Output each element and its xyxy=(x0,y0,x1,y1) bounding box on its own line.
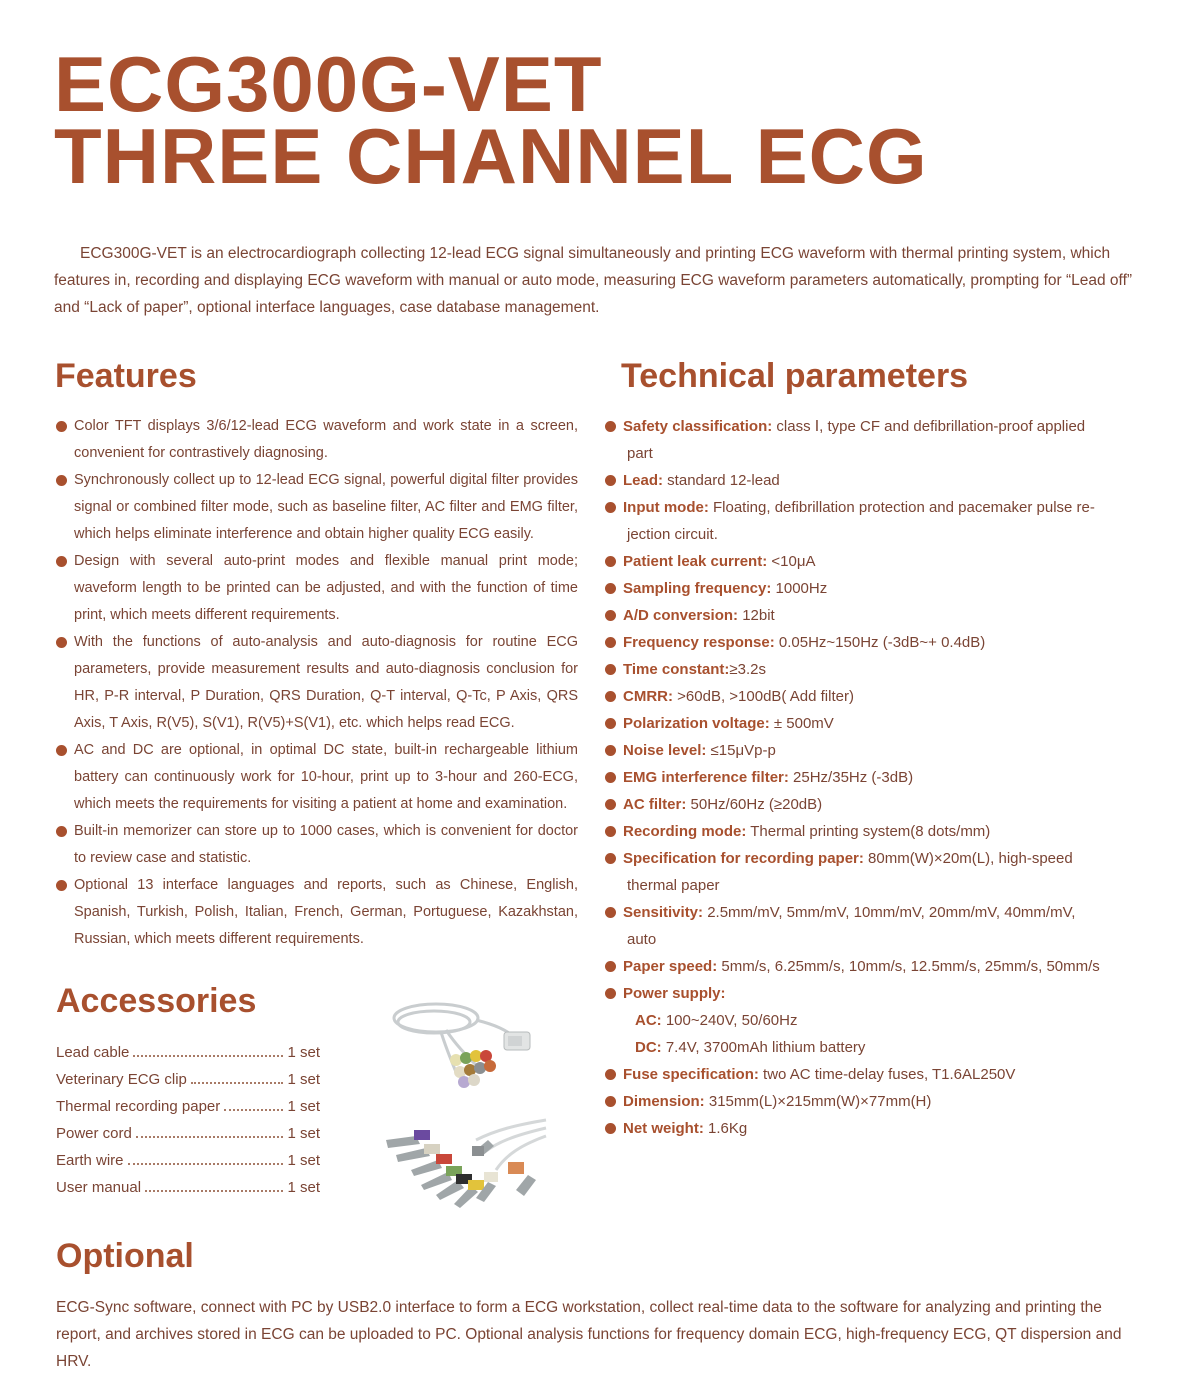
tech-heading: Technical parameters xyxy=(621,357,969,395)
dot-leader xyxy=(136,1136,284,1138)
bullet-icon xyxy=(605,1096,616,1107)
bullet-icon xyxy=(605,664,616,675)
accessory-item: Thermal recording paper 1 set xyxy=(56,1098,320,1115)
feature-item: Optional 13 interface languages and reports, such as Chinese, English, Spanish, Turkish, Polish, Italian, French, German, Portuguese, Kazakhstan, Russian, which meets different requirements. xyxy=(56,872,578,953)
accessory-item: Earth wire 1 set xyxy=(56,1152,320,1169)
features-heading: Features xyxy=(55,357,197,395)
tech-param-item: Net weight: 1.6Kg xyxy=(605,1115,1135,1142)
tech-param-item: Frequency response: 0.05Hz~150Hz (-3dB~+ 0.4dB) xyxy=(605,629,1135,656)
dot-leader xyxy=(128,1163,284,1165)
tech-param-item: Power supply: xyxy=(605,980,1135,1007)
bullet-icon xyxy=(605,691,616,702)
bullet-icon xyxy=(605,421,616,432)
dot-leader xyxy=(145,1190,283,1192)
bullet-icon xyxy=(605,610,616,621)
power-dc-item: DC: 7.4V, 3700mAh lithium battery xyxy=(635,1039,866,1056)
tech-param-item: Safety classification: class Ⅰ, type CF and defibrillation-proof applied part xyxy=(605,413,1135,467)
tech-params-list xyxy=(605,413,1135,1142)
bullet-icon xyxy=(605,988,616,999)
feature-item: Design with several auto-print modes and flexible manual print mode; waveform length to be printed can be adjusted, and with the function of time print, which meets different requirements. xyxy=(56,548,578,629)
dot-leader xyxy=(191,1082,284,1084)
bullet-icon xyxy=(605,745,616,756)
lead-cable-image xyxy=(386,990,536,1090)
feature-item: With the functions of auto-analysis and auto-diagnosis for routine ECG parameters, provide measurement results and auto-diagnosis conclusion for HR, P-R interval, P Duration, QRS Duration, Q-T interval, Q-Tc, P Axis, QRS Axis, T Axis, R(V5), S(V1), R(V5)+S(V1), etc. which helps read ECG. xyxy=(56,629,578,737)
tech-param-item: CMRR: >60dB, >100dB( Add filter) xyxy=(605,683,1135,710)
power-ac-item: AC: 100~240V, 50/60Hz xyxy=(635,1012,798,1029)
tech-param-item: Polarization voltage: ± 500mV xyxy=(605,710,1135,737)
tech-param-item: Specification for recording paper: 80mm(W)×20m(L), high-speed thermal paper xyxy=(605,845,1135,899)
dot-leader xyxy=(133,1055,283,1057)
feature-item: Built-in memorizer can store up to 1000 cases, which is convenient for doctor to review case and statistic. xyxy=(56,818,578,872)
tech-param-item: Dimension: 315mm(L)×215mm(W)×77mm(H) xyxy=(605,1088,1135,1115)
accessory-item: Veterinary ECG clip 1 set xyxy=(56,1071,320,1088)
tech-param-item: Fuse specification: two AC time-delay fuses, T1.6AL250V xyxy=(605,1061,1135,1088)
bullet-icon xyxy=(56,880,67,891)
bullet-icon xyxy=(605,637,616,648)
feature-item: Color TFT displays 3/6/12-lead ECG waveform and work state in a screen, convenient for contrastively diagnosing. xyxy=(56,413,578,467)
bullet-icon xyxy=(605,1123,616,1134)
tech-param-item: Input mode: Floating, defibrillation protection and pacemaker pulse re- jection circuit. xyxy=(605,494,1135,548)
ecg-clips-image xyxy=(376,1100,552,1212)
bullet-icon xyxy=(56,826,67,837)
accessory-item: User manual 1 set xyxy=(56,1179,320,1196)
accessories-heading: Accessories xyxy=(56,982,257,1020)
feature-item: AC and DC are optional, in optimal DC state, built-in rechargeable lithium battery can continuously work for 10-hour, print up to 3-hour and 260-ECG, which meets the requirements for visiting a patient at home and examination. xyxy=(56,737,578,818)
tech-param-item: Time constant:≥3.2s xyxy=(605,656,1135,683)
dot-leader xyxy=(224,1109,283,1111)
accessory-item: Lead cable 1 set xyxy=(56,1044,320,1061)
bullet-icon xyxy=(605,556,616,567)
bullet-icon xyxy=(605,772,616,783)
bullet-icon xyxy=(605,1069,616,1080)
tech-param-item: Patient leak current: <10μA xyxy=(605,548,1135,575)
bullet-icon xyxy=(56,637,67,648)
bullet-icon xyxy=(605,907,616,918)
bullet-icon xyxy=(605,583,616,594)
tech-param-item: Sensitivity: 2.5mm/mV, 5mm/mV, 10mm/mV, 20mm/mV, 40mm/mV, auto xyxy=(605,899,1135,953)
intro-paragraph: ECG300G-VET is an electrocardiograph collecting 12-lead ECG signal simultaneously and printing ECG waveform with thermal printing system, which features in, recording and displaying ECG waveform with manual or auto mode, measuring ECG waveform parameters automatically, prompting for “Lead off” and “Lack of paper”, optional interface languages, case database management. xyxy=(54,245,1133,316)
feature-item: Synchronously collect up to 12-lead ECG signal, powerful digital filter provides signal or combined filter mode, such as baseline filter, AC filter and EMG filter, which helps eliminate interference and obtain higher quality ECG easily. xyxy=(56,467,578,548)
optional-paragraph: ECG-Sync software, connect with PC by USB2.0 interface to form a ECG workstation, collect real-time data to the software for analyzing and printing the report, and archives stored in ECG can be uploaded to PC. Optional analysis functions for frequency domain ECG, high-frequency ECG, QT dispersion and HRV. xyxy=(56,1299,1122,1370)
bullet-icon xyxy=(605,826,616,837)
tech-param-item: Noise level: ≤15μVp-p xyxy=(605,737,1135,764)
accessories-list xyxy=(56,1039,320,1201)
features-list xyxy=(56,413,578,953)
bullet-icon xyxy=(605,718,616,729)
bullet-icon xyxy=(605,502,616,513)
tech-param-item: AC filter: 50Hz/60Hz (≥20dB) xyxy=(605,791,1135,818)
title-line-product: THREE CHANNEL ECG xyxy=(54,112,928,200)
tech-param-item: A/D conversion: 12bit xyxy=(605,602,1135,629)
page-title xyxy=(54,40,928,200)
optional-heading: Optional xyxy=(56,1237,194,1275)
bullet-icon xyxy=(56,421,67,432)
tech-param-item: Recording mode: Thermal printing system(8 dots/mm) xyxy=(605,818,1135,845)
bullet-icon xyxy=(56,556,67,567)
tech-param-item: EMG interference filter: 25Hz/35Hz (-3dB) xyxy=(605,764,1135,791)
bullet-icon xyxy=(605,961,616,972)
bullet-icon xyxy=(605,853,616,864)
tech-param-item: Lead: standard 12-lead xyxy=(605,467,1135,494)
title-line-model: ECG300G-VET xyxy=(54,40,603,128)
accessory-item: Power cord 1 set xyxy=(56,1125,320,1142)
bullet-icon xyxy=(56,745,67,756)
bullet-icon xyxy=(605,475,616,486)
tech-param-item: Paper speed: 5mm/s, 6.25mm/s, 10mm/s, 12.5mm/s, 25mm/s, 50mm/s xyxy=(605,953,1135,980)
bullet-icon xyxy=(605,799,616,810)
bullet-icon xyxy=(56,475,67,486)
tech-param-item: Sampling frequency: 1000Hz xyxy=(605,575,1135,602)
